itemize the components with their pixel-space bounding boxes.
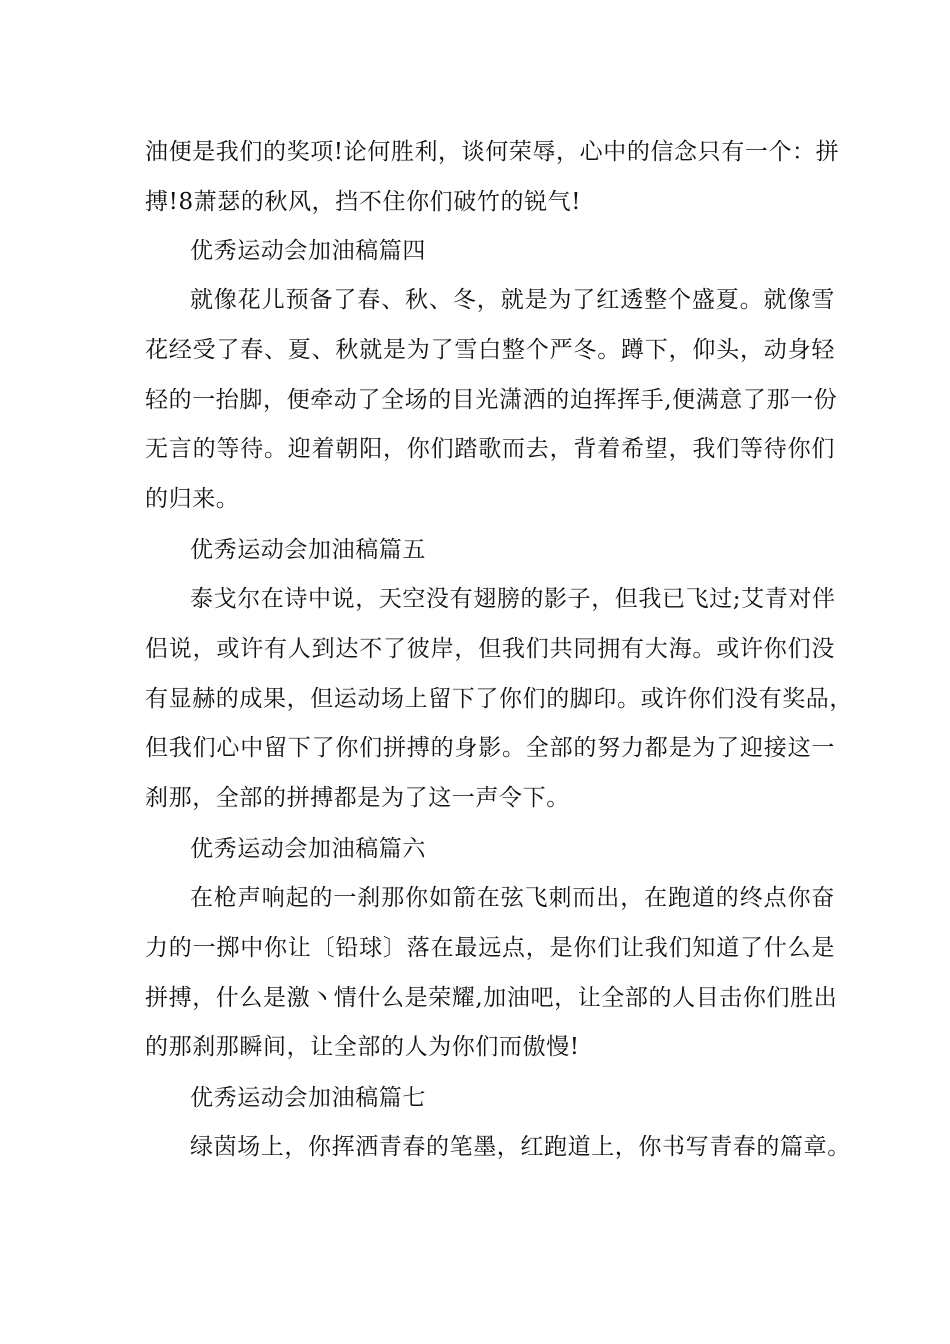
paragraph-line: 力的一掷中你让〔铅球〕落在最远点，是你们让我们知道了什么是 bbox=[145, 935, 835, 961]
paragraph-line: 绿茵场上，你挥洒青春的笔墨，红跑道上，你书写青春的篇章。 bbox=[190, 1134, 851, 1160]
paragraph-line: 刹那，全部的拼搏都是为了这一声令下。 bbox=[145, 785, 570, 811]
paragraph-line: 就像花儿预备了春、秋、冬，就是为了红透整个盛夏。就像雪 bbox=[190, 287, 835, 313]
section-heading: 优秀运动会加油稿篇七 bbox=[190, 1085, 426, 1111]
section-heading: 优秀运动会加油稿篇六 bbox=[190, 836, 426, 862]
section-heading: 优秀运动会加油稿篇五 bbox=[190, 537, 426, 563]
paragraph-line: 油便是我们的奖项!论何胜利，谈何荣辱，心中的信念只有一个：拼 bbox=[145, 139, 840, 165]
paragraph-line: 的归来。 bbox=[145, 486, 240, 512]
paragraph-line: 拼搏，什么是激丶情什么是荣耀,加油吧，让全部的人目击你们胜出 bbox=[145, 985, 838, 1011]
paragraph-line: 花经受了春、夏、秋就是为了雪白整个严冬。蹲下，仰头，动身轻 bbox=[145, 337, 835, 363]
paragraph-line: 但我们心中留下了你们拼搏的身影。全部的努力都是为了迎接这一 bbox=[145, 735, 835, 761]
paragraph-line: 在枪声响起的一刹那你如箭在弦飞刺而出，在跑道的终点你奋 bbox=[190, 885, 835, 911]
paragraph-line: 搏!8萧瑟的秋风，挡不住你们破竹的锐气! bbox=[145, 189, 582, 215]
paragraph-line: 有显赫的成果，但运动场上留下了你们的脚印。或许你们没有奖品， bbox=[145, 686, 853, 712]
paragraph-line: 侣说，或许有人到达不了彼岸，但我们共同拥有大海。或许你们没 bbox=[145, 636, 835, 662]
paragraph-line: 的那刹那瞬间，让全部的人为你们而傲慢! bbox=[145, 1034, 580, 1060]
section-heading: 优秀运动会加油稿篇四 bbox=[190, 238, 426, 264]
paragraph-line: 轻的一抬脚，便牵动了全场的目光潇洒的迫挥挥手,便满意了那一份 bbox=[145, 387, 838, 413]
paragraph-line: 泰戈尔在诗中说，天空没有翅膀的影子，但我已飞过;艾青对伴 bbox=[190, 586, 836, 612]
paragraph-line: 无言的等待。迎着朝阳，你们踏歌而去，背着希望，我们等待你们 bbox=[145, 436, 835, 462]
